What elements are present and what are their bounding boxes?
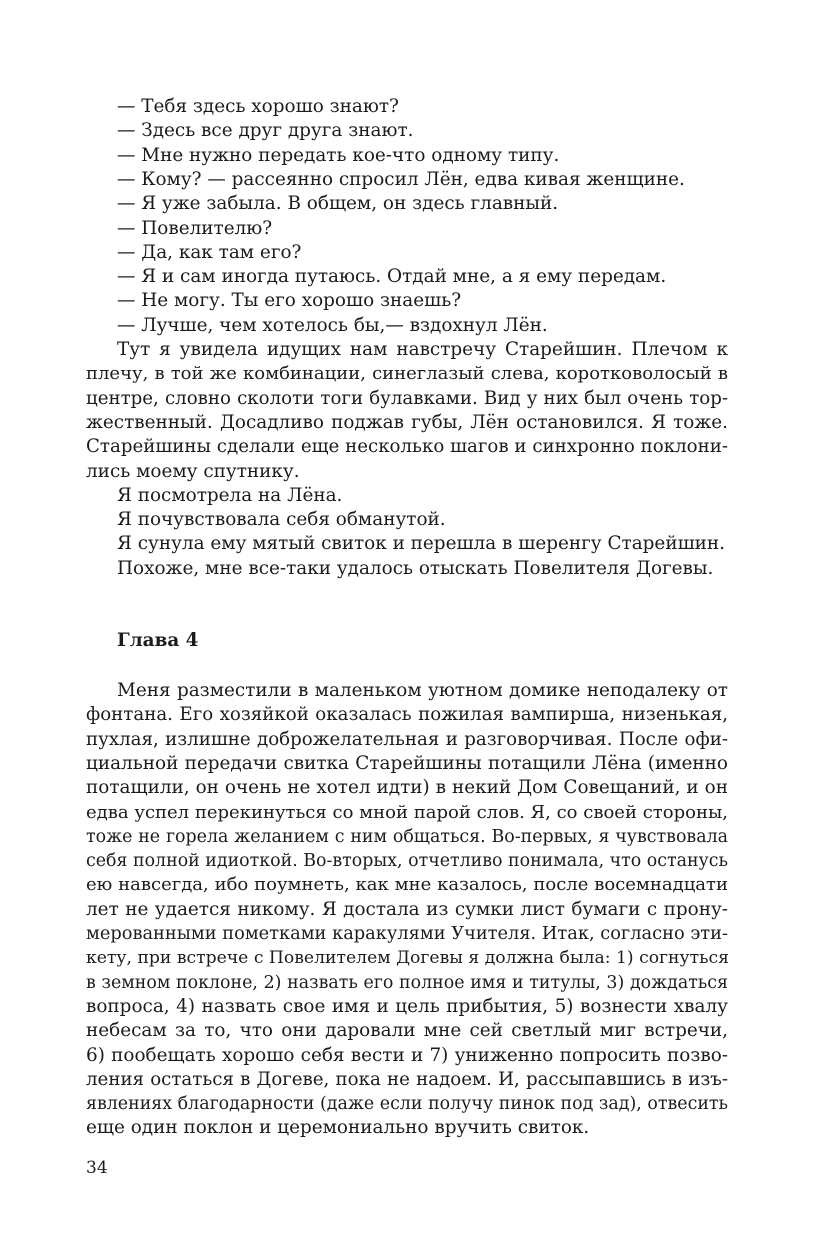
paragraph-line: ления остаться в Догеве, пока не надоем. И, рассыпавшись в изъ- (86, 1068, 728, 1090)
paragraph-line: вопроса, 4) назвать свое имя и цель прибытия, 5) вознести хвалу (86, 995, 728, 1017)
paragraph-line: Меня разместили в маленьком уютном домике неподалеку от (117, 680, 728, 701)
paragraph-line: лись моему спутнику. (86, 460, 300, 482)
short-line: Я почувствовала себя обманутой. (117, 509, 446, 531)
short-line: Я посмотрела на Лёна. (117, 484, 343, 506)
paragraph-line: явлениях благодарности (даже если получу пинок под зад), отвесить (86, 1094, 728, 1115)
dialogue-line: — Здесь все друг друга знают. (117, 120, 414, 142)
paragraph-line: Старейшины сделали еще несколько шагов и синхронно поклони- (86, 436, 728, 458)
paragraph-line: потащили, он очень не хотел идти) в некий Дом Совещаний, и он (86, 777, 728, 799)
dialogue-line: — Я уже забыла. В общем, он здесь главный. (117, 193, 559, 215)
paragraph-line: фонтана. Его хозяйкой оказалась пожилая вампирша, низенькая, (86, 704, 728, 726)
paragraph-line: жественный. Досадливо поджав губы, Лён остановился. Я тоже. (86, 411, 728, 433)
page-number: 34 (86, 1158, 108, 1178)
paragraph-line: тоже не горела желанием с ним общаться. Во-первых, я чувствовала (86, 826, 728, 847)
paragraph-line: циальной передачи свитка Старейшины потащили Лёна (именно (86, 752, 728, 774)
paragraph-line: 6) пообещать хорошо себя вести и 7) униженно попросить позво- (86, 1044, 728, 1066)
paragraph-line: Тут я увидела идущих нам навстречу Старейшин. Плечом к (117, 339, 728, 360)
paragraph-line: едва успел перекинуться со мной парой слов. Я, со своей стороны, (86, 801, 728, 823)
dialogue-line: — Повелителю? (117, 217, 273, 239)
dialogue-line: — Лучше, чем хотелось бы,— вздохнул Лён. (117, 314, 548, 336)
paragraph-line: пухлая, излишне доброжелательная и разговорчивая. После офи- (86, 728, 728, 750)
paragraph-line: ею навсегда, ибо поумнеть, как мне казалось, после восемнадцати (86, 874, 728, 896)
dialogue-line: — Тебя здесь хорошо знают? (117, 96, 399, 117)
paragraph-line: кету, при встрече с Повелителем Догевы я должна была: 1) согнуться (86, 948, 729, 969)
short-line: Я сунула ему мятый свиток и перешла в шеренгу Старейшин. (117, 533, 726, 555)
dialogue-line: — Да, как там его? (117, 241, 302, 263)
dialogue-line: — Мне нужно передать кое-что одному типу. (117, 144, 560, 166)
short-line: Похоже, мне все-таки удалось отыскать Повелителя Догевы. (117, 557, 714, 579)
paragraph-line: себя полной идиоткой. Во-вторых, отчетливо понимала, что останусь (86, 851, 728, 872)
paragraph-line: еще один поклон и церемониально вручить свиток. (86, 1117, 590, 1139)
paragraph-line: плечу, в той же комбинации, синеглазый слева, коротковолосый в (86, 363, 728, 385)
paragraph-line: центре, словно сколоти тоги булавками. Вид у них был очень тор- (86, 387, 728, 409)
chapter-title: Глава 4 (117, 630, 199, 651)
paragraph-line: лет не удается никому. Я достала из сумки лист бумаги с прону- (86, 898, 728, 920)
dialogue-line: — Кому? — рассеянно спросил Лён, едва кивая женщине. (117, 168, 685, 190)
dialogue-line: — Я и сам иногда путаюсь. Отдай мне, а я ему передам. (117, 266, 667, 288)
paragraph-line: в земном поклоне, 2) назвать его полное имя и титулы, 3) дождаться (86, 972, 728, 993)
dialogue-line: — Не могу. Ты его хорошо знаешь? (117, 290, 462, 312)
paragraph-line: мерованными пометками каракулями Учителя. Итак, согласно эти- (86, 923, 728, 944)
paragraph-line: небесам за то, что они даровали мне сей светлый миг встречи, (86, 1020, 728, 1042)
